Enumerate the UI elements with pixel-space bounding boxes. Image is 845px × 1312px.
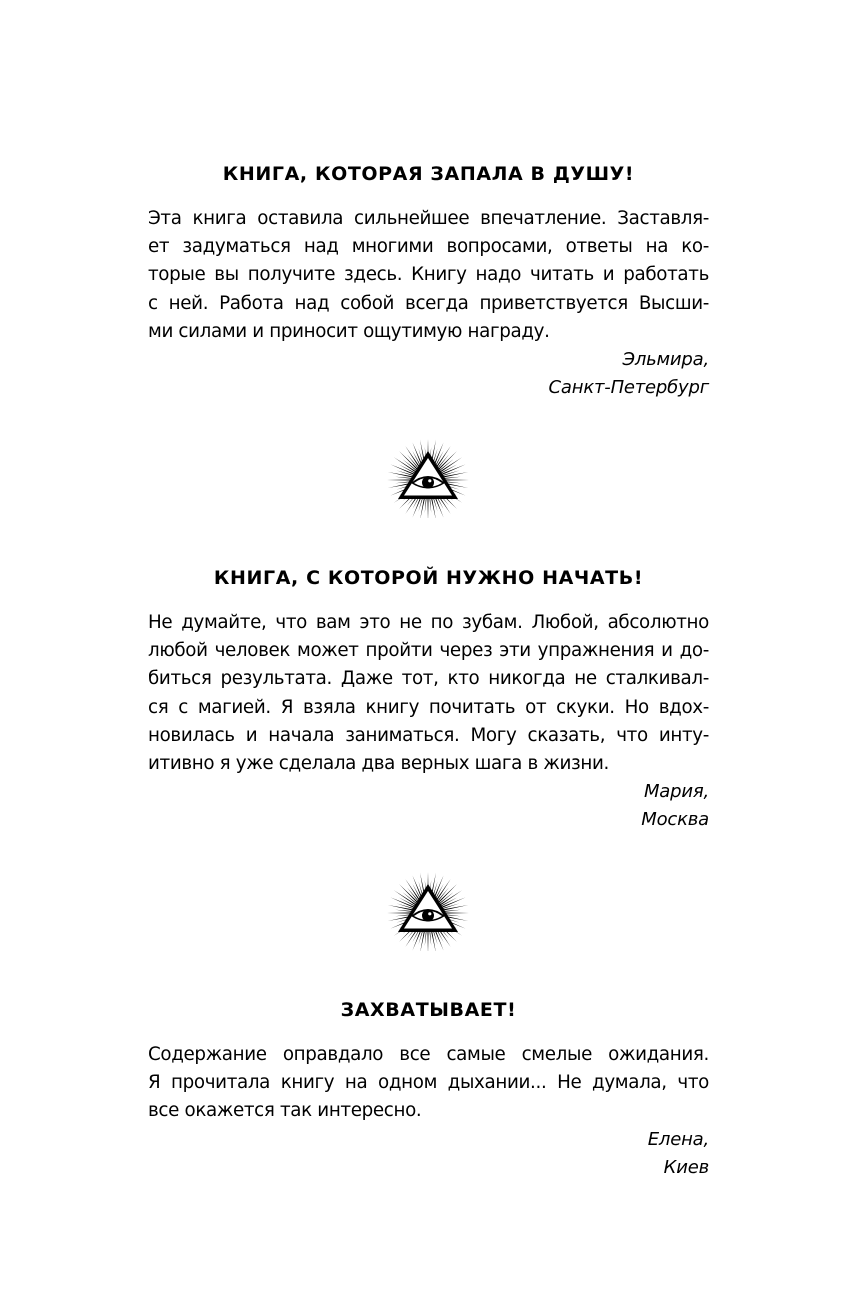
author-name: Елена, xyxy=(647,1128,709,1150)
review-line: ся с магией. Я взяла книгу почитать от скуки. Но вдох- xyxy=(148,696,709,718)
review-line: ет задуматься над многими вопросами, ответы на ко- xyxy=(148,236,709,258)
iris xyxy=(422,477,434,489)
review-text xyxy=(148,205,709,346)
review-line: с ней. Работа над собой всегда приветствуется Высши- xyxy=(148,292,709,314)
all-seeing-eye-icon xyxy=(387,436,469,518)
author-name: Мария, xyxy=(643,781,709,803)
review-line: все окажется так интересно. xyxy=(148,1100,422,1122)
review-title: ЗАХВАТЫВАЕТ! xyxy=(340,999,517,1021)
review-author xyxy=(148,778,709,834)
review-line: итивно я уже сделала два верных шага в жизни. xyxy=(148,753,609,775)
review-line: биться результата. Даже тот, кто никогда не сталкивал- xyxy=(148,668,709,690)
author-city: Киев xyxy=(663,1156,709,1178)
review-line: новилась и начала заниматься. Могу сказать, что инту- xyxy=(148,724,709,746)
review-author xyxy=(148,346,709,402)
review-line: Эта книга оставила сильнейшее впечатление. Заставля- xyxy=(148,208,709,229)
review-line: Не думайте, что вам это не по зубам. Любой, абсолютно xyxy=(148,612,709,633)
review-1 xyxy=(148,160,709,402)
iris xyxy=(422,910,434,922)
author-city: Москва xyxy=(641,809,709,831)
review-author xyxy=(148,1126,709,1182)
review-line: Содержание оправдало все самые смелые ожидания. xyxy=(148,1044,709,1065)
review-title: КНИГА, С КОТОРОЙ НУЖНО НАЧАТЬ! xyxy=(213,567,644,589)
author-name: Эльмира, xyxy=(622,349,709,371)
author-city: Санкт-Петербург xyxy=(548,377,709,399)
review-line: Я прочитала книгу на одном дыхании... Не думала, что xyxy=(148,1072,709,1094)
all-seeing-eye-icon xyxy=(387,869,469,951)
review-line: ми силами и приносит ощутимую награду. xyxy=(148,320,550,342)
review-3 xyxy=(148,996,709,1182)
review-line: торые вы получите здесь. Книгу надо читать и работать xyxy=(148,264,709,286)
review-line: любой человек может пройти через эти упражнения и до- xyxy=(148,640,709,662)
review-text xyxy=(148,609,709,778)
review-2 xyxy=(148,564,709,835)
review-text xyxy=(148,1041,709,1126)
review-title: КНИГА, КОТОРАЯ ЗАПАЛА В ДУШУ! xyxy=(222,163,635,185)
